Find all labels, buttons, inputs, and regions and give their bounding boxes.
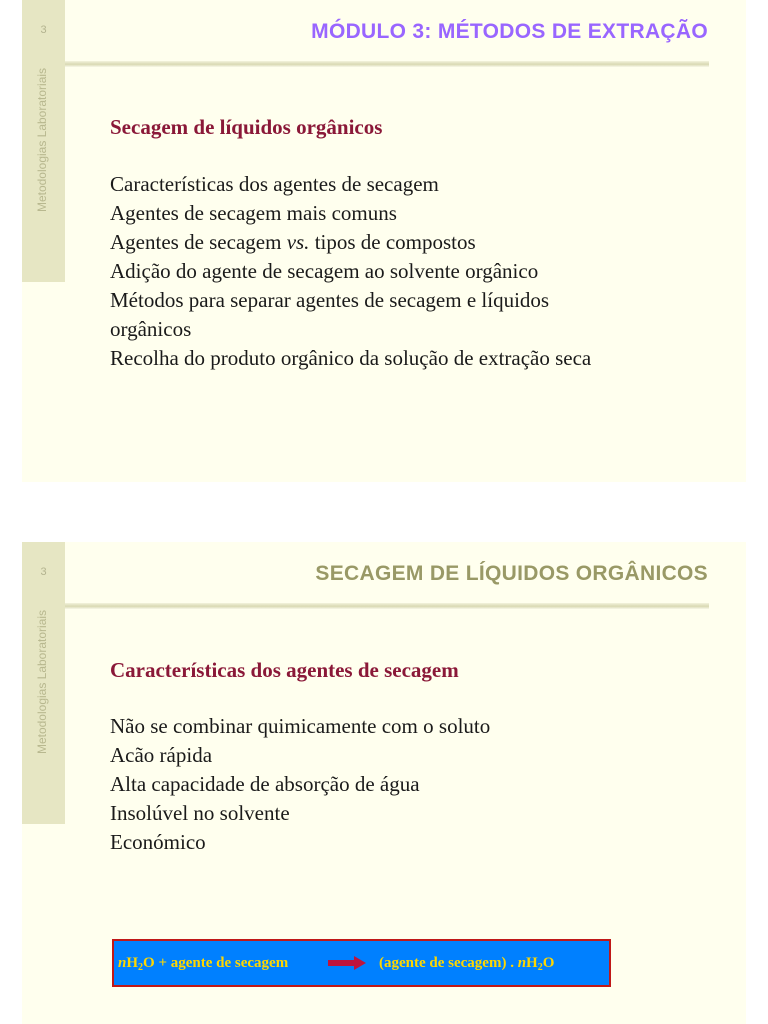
formula-product: (agente de secagem) . $nH_2O$	[379, 955, 555, 973]
slide-number: 3	[40, 24, 47, 36]
section-heading: Secagem de líquidos orgânicos	[110, 115, 383, 139]
characteristics-list	[110, 712, 490, 857]
list-item: Métodos para separar agentes de secagem e líquidos	[110, 288, 550, 312]
list-item: Não se combinar quimicamente com o soluto	[110, 714, 491, 738]
formula-reactants: $nH_2O$ + agente de secagem	[118, 955, 289, 973]
slide-sidebar	[22, 0, 65, 282]
slide-title: MÓDULO 3: MÉTODOS DE EXTRAÇÃO	[311, 20, 708, 43]
list-item: Alta capacidade de absorção de água	[110, 772, 420, 796]
list-item: Agentes de secagem vs. tipos de compostos	[110, 230, 476, 254]
title-divider	[65, 61, 709, 67]
section-heading: Características dos agentes de secagem	[110, 658, 459, 682]
slide-title: SECAGEM DE LÍQUIDOS ORGÂNICOS	[315, 562, 708, 585]
topic-list	[110, 170, 591, 373]
slide-2	[22, 542, 746, 1024]
slide-number: 3	[40, 566, 47, 578]
list-item: Agentes de secagem mais comuns	[110, 201, 397, 225]
reaction-arrow-icon	[328, 956, 366, 970]
list-item: Características dos agentes de secagem	[110, 172, 439, 196]
list-item: orgânicos	[110, 317, 192, 341]
hydration-formula-box	[112, 939, 611, 987]
list-item: Recolha do produto orgânico da solução de extração seca	[110, 346, 592, 370]
sidebar-vertical-text: Metodologias Laboratoriais	[35, 67, 49, 213]
slide-1	[22, 0, 746, 482]
sidebar-vertical-text: Metodologias Laboratoriais	[35, 609, 49, 755]
list-item: Insolúvel no solvente	[110, 801, 290, 825]
slide-sidebar	[22, 542, 65, 824]
list-item: Acão rápida	[110, 743, 213, 767]
list-item: Económico	[110, 830, 206, 854]
list-item: Adição do agente de secagem ao solvente orgânico	[110, 259, 539, 283]
title-divider	[65, 603, 709, 609]
